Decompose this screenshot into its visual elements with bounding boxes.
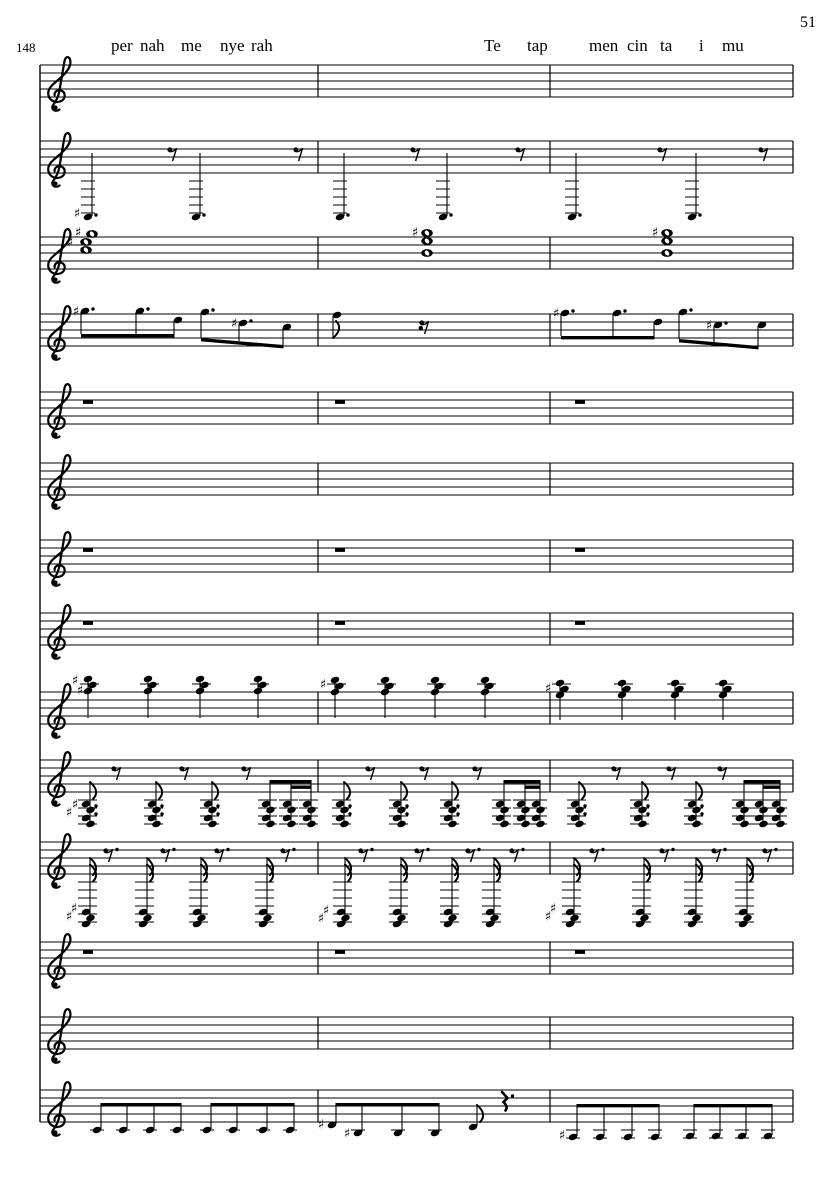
svg-text:♯: ♯ <box>70 901 78 917</box>
svg-text:♯: ♯ <box>343 1126 351 1142</box>
lyric-syllable: rah <box>251 36 273 55</box>
svg-text:♯: ♯ <box>73 206 81 222</box>
svg-text:♯: ♯ <box>549 901 557 917</box>
lyric-syllable: per <box>111 36 133 55</box>
svg-text:♯: ♯ <box>411 225 419 241</box>
lyric-syllable: nah <box>140 36 165 55</box>
svg-text:♯: ♯ <box>65 805 73 821</box>
svg-text:♯: ♯ <box>230 316 238 332</box>
svg-text:♯: ♯ <box>558 1128 566 1144</box>
measure-number: 148 <box>16 40 36 55</box>
lyric-syllable: men <box>589 36 619 55</box>
page-number: 51 <box>800 14 816 31</box>
lyric-syllable: i <box>699 36 704 55</box>
svg-text:♯: ♯ <box>71 673 79 689</box>
svg-text:♯: ♯ <box>544 909 552 925</box>
lyric-syllable: Te <box>484 36 501 55</box>
svg-text:♯: ♯ <box>705 318 713 334</box>
lyric-syllable: mu <box>722 36 744 55</box>
lyric-syllable: ta <box>660 36 673 55</box>
svg-text:♯: ♯ <box>322 903 330 919</box>
svg-text:♯: ♯ <box>65 909 73 925</box>
svg-text:♯: ♯ <box>76 683 84 699</box>
lyric-syllable: tap <box>527 36 548 55</box>
svg-text:♯: ♯ <box>552 306 560 322</box>
svg-text:♯: ♯ <box>319 677 327 693</box>
lyric-syllable: nye <box>220 36 245 55</box>
svg-text:♯: ♯ <box>317 1117 325 1133</box>
svg-text:♯: ♯ <box>71 797 79 813</box>
svg-text:♯: ♯ <box>544 681 552 697</box>
svg-text:♯: ♯ <box>651 225 659 241</box>
svg-text:♯: ♯ <box>72 304 80 320</box>
svg-text:♯: ♯ <box>74 225 82 241</box>
lyric-syllable: cin <box>627 36 648 55</box>
svg-text:♯: ♯ <box>66 235 74 251</box>
svg-text:♯: ♯ <box>317 911 325 927</box>
lyric-syllable: me <box>181 36 202 55</box>
